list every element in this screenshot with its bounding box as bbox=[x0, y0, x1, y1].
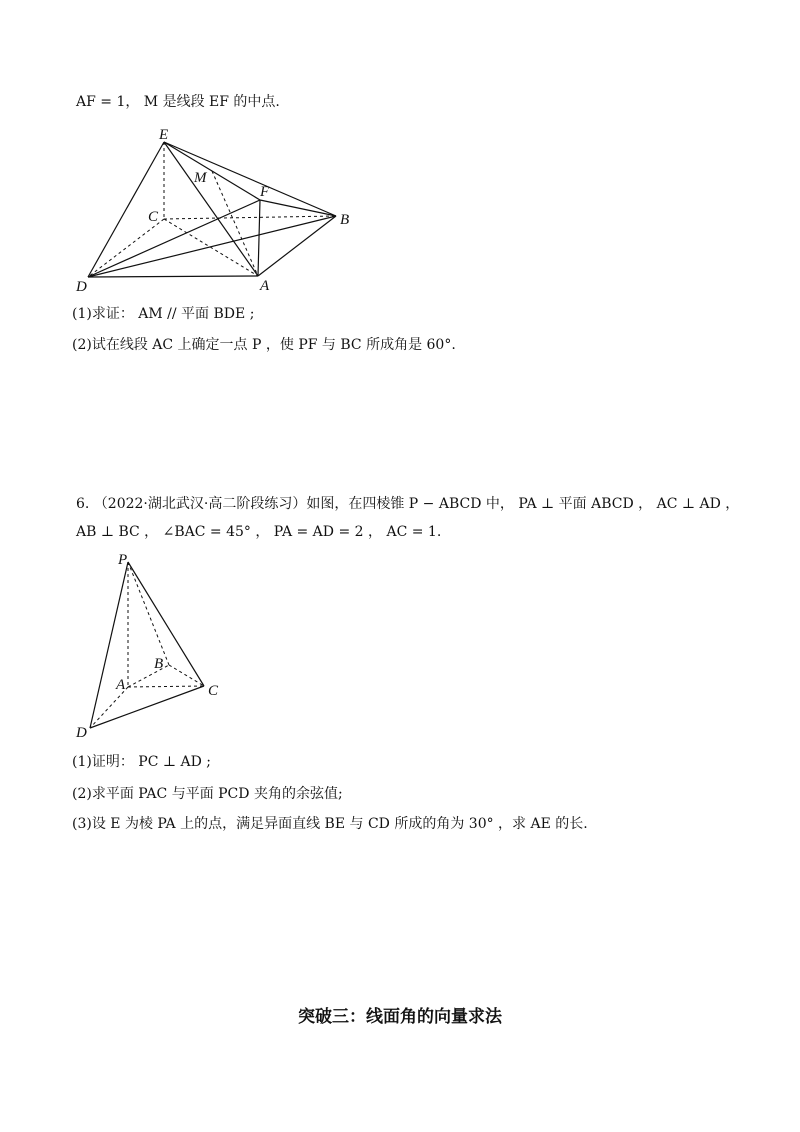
edge-PB bbox=[128, 562, 169, 665]
label-C: C bbox=[208, 683, 219, 699]
problem6-question-1: (1)证明： PC ⊥ AD ; bbox=[72, 754, 211, 770]
problem5-intro: AF = 1， M 是线段 EF 的中点. bbox=[76, 94, 280, 110]
label-D: D bbox=[76, 279, 87, 295]
edge-PC bbox=[128, 562, 204, 686]
edge-CA bbox=[164, 219, 258, 276]
problem6-stem-line-1: 6. （2022·湖北武汉·高二阶段练习）如图，在四棱锥 P − ABCD 中， PA ⊥ 平面 ABCD ， AC ⊥ AD ， bbox=[76, 496, 740, 512]
problem5-question-1: (1)求证： AM // 平面 BDE ; bbox=[72, 306, 255, 322]
problem6-stem-line-2: AB ⊥ BC ， ∠BAC = 45° ， PA = AD = 2 ， AC = 1. bbox=[76, 524, 442, 540]
label-F: F bbox=[260, 184, 270, 200]
edge-AD bbox=[90, 687, 128, 728]
edge-DA bbox=[88, 276, 258, 277]
edge-FA bbox=[258, 200, 260, 276]
label-B: B bbox=[340, 212, 350, 228]
problem6-question-3: (3)设 E 为棱 PA 上的点，满足异面直线 BE 与 CD 所成的角为 30° ，求 AE 的长. bbox=[72, 816, 588, 832]
label-B: B bbox=[154, 656, 164, 672]
label-P: P bbox=[118, 552, 128, 568]
edge-FB bbox=[260, 200, 336, 216]
problem6-question-2: (2)求平面 PAC 与平面 PCD 夹角的余弦值; bbox=[72, 786, 343, 802]
edge-DF bbox=[88, 200, 260, 277]
pyramid-diagram bbox=[70, 548, 250, 748]
edge-MA bbox=[212, 171, 258, 276]
edge-BC bbox=[169, 665, 204, 686]
problem5-question-2: (2)试在线段 AC 上确定一点 P ，使 PF 与 BC 所成角是 60°. bbox=[72, 337, 456, 353]
label-C: C bbox=[148, 209, 159, 225]
edge-DB bbox=[88, 216, 336, 277]
solid-figure-diagram bbox=[70, 125, 370, 295]
edge-PD bbox=[90, 562, 128, 728]
label-M: M bbox=[194, 170, 207, 186]
edge-DC bbox=[90, 686, 204, 728]
section-heading: 突破三：线面角的向量求法 bbox=[298, 1007, 502, 1027]
problem6-figure bbox=[70, 548, 250, 752]
problem5-figure bbox=[70, 125, 370, 299]
edge-AC bbox=[128, 686, 204, 687]
label-E: E bbox=[159, 127, 169, 143]
edge-CB bbox=[164, 216, 336, 219]
label-A: A bbox=[116, 677, 126, 693]
label-A: A bbox=[260, 278, 270, 294]
label-D: D bbox=[76, 725, 87, 741]
